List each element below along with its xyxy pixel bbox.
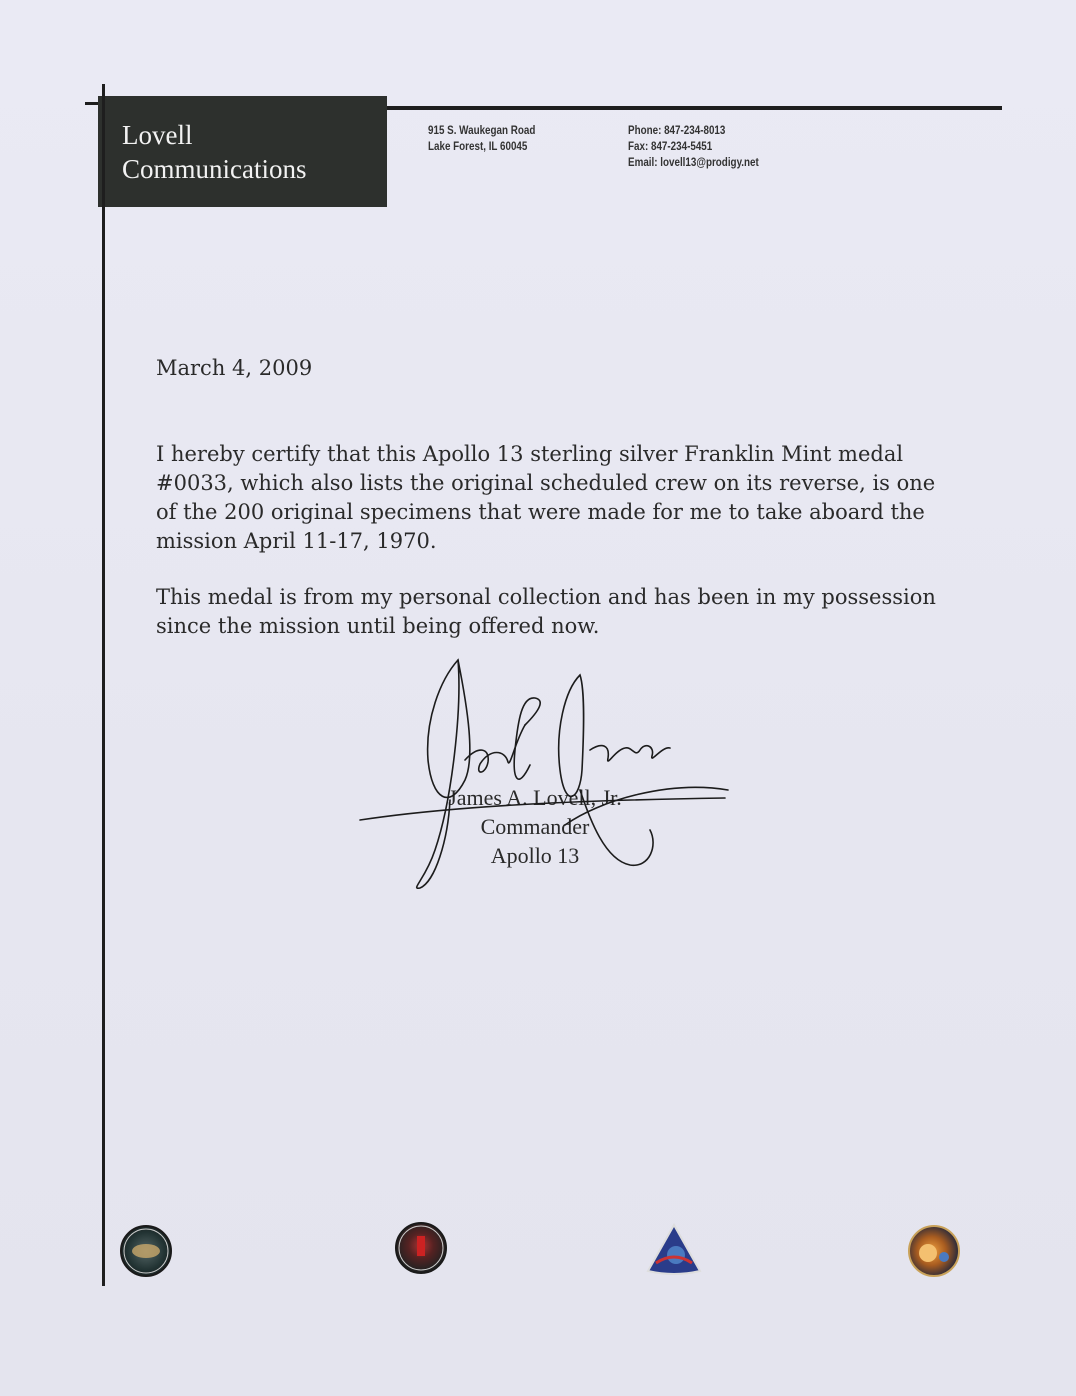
company-address	[428, 122, 535, 154]
address-line1: 915 S. Waukegan Road	[428, 123, 536, 137]
company-contact	[628, 122, 759, 170]
signer-name: James A. Lovell, Jr.	[448, 785, 622, 810]
signer-title: Commander	[480, 814, 590, 839]
address-line2: Lake Forest, IL 60045	[428, 139, 528, 153]
letter-paragraph-1: I hereby certify that this Apollo 13 sterling silver Franklin Mint medal #0033, which also lists the original scheduled crew on its reverse, is one of the 200 original specimens that were made for me to take aboard the mission April 11-17, 1970.	[156, 442, 936, 553]
email-address: Email: lovell13@prodigy.net	[628, 155, 759, 169]
apollo-13-patch-icon	[908, 1225, 960, 1277]
letter-date: March 4, 2009	[156, 356, 313, 380]
gemini-12-patch-icon	[395, 1222, 447, 1274]
fax-number: Fax: 847-234-5451	[628, 139, 713, 153]
company-name-line2: Communications	[122, 154, 307, 184]
letterhead-top-rule	[387, 106, 1002, 110]
company-name-line1: Lovell	[122, 120, 193, 150]
letterhead-left-rule	[102, 84, 105, 1286]
apollo-8-patch-icon	[646, 1223, 702, 1275]
handwritten-signature	[340, 650, 740, 900]
letter-paragraph-2: This medal is from my personal collection and has been in my possession since the mission until being offered now.	[156, 585, 936, 638]
phone-number: Phone: 847-234-8013	[628, 123, 726, 137]
signer-mission: Apollo 13	[490, 843, 580, 868]
company-name	[122, 118, 307, 186]
gemini-7-patch-icon	[120, 1225, 172, 1277]
